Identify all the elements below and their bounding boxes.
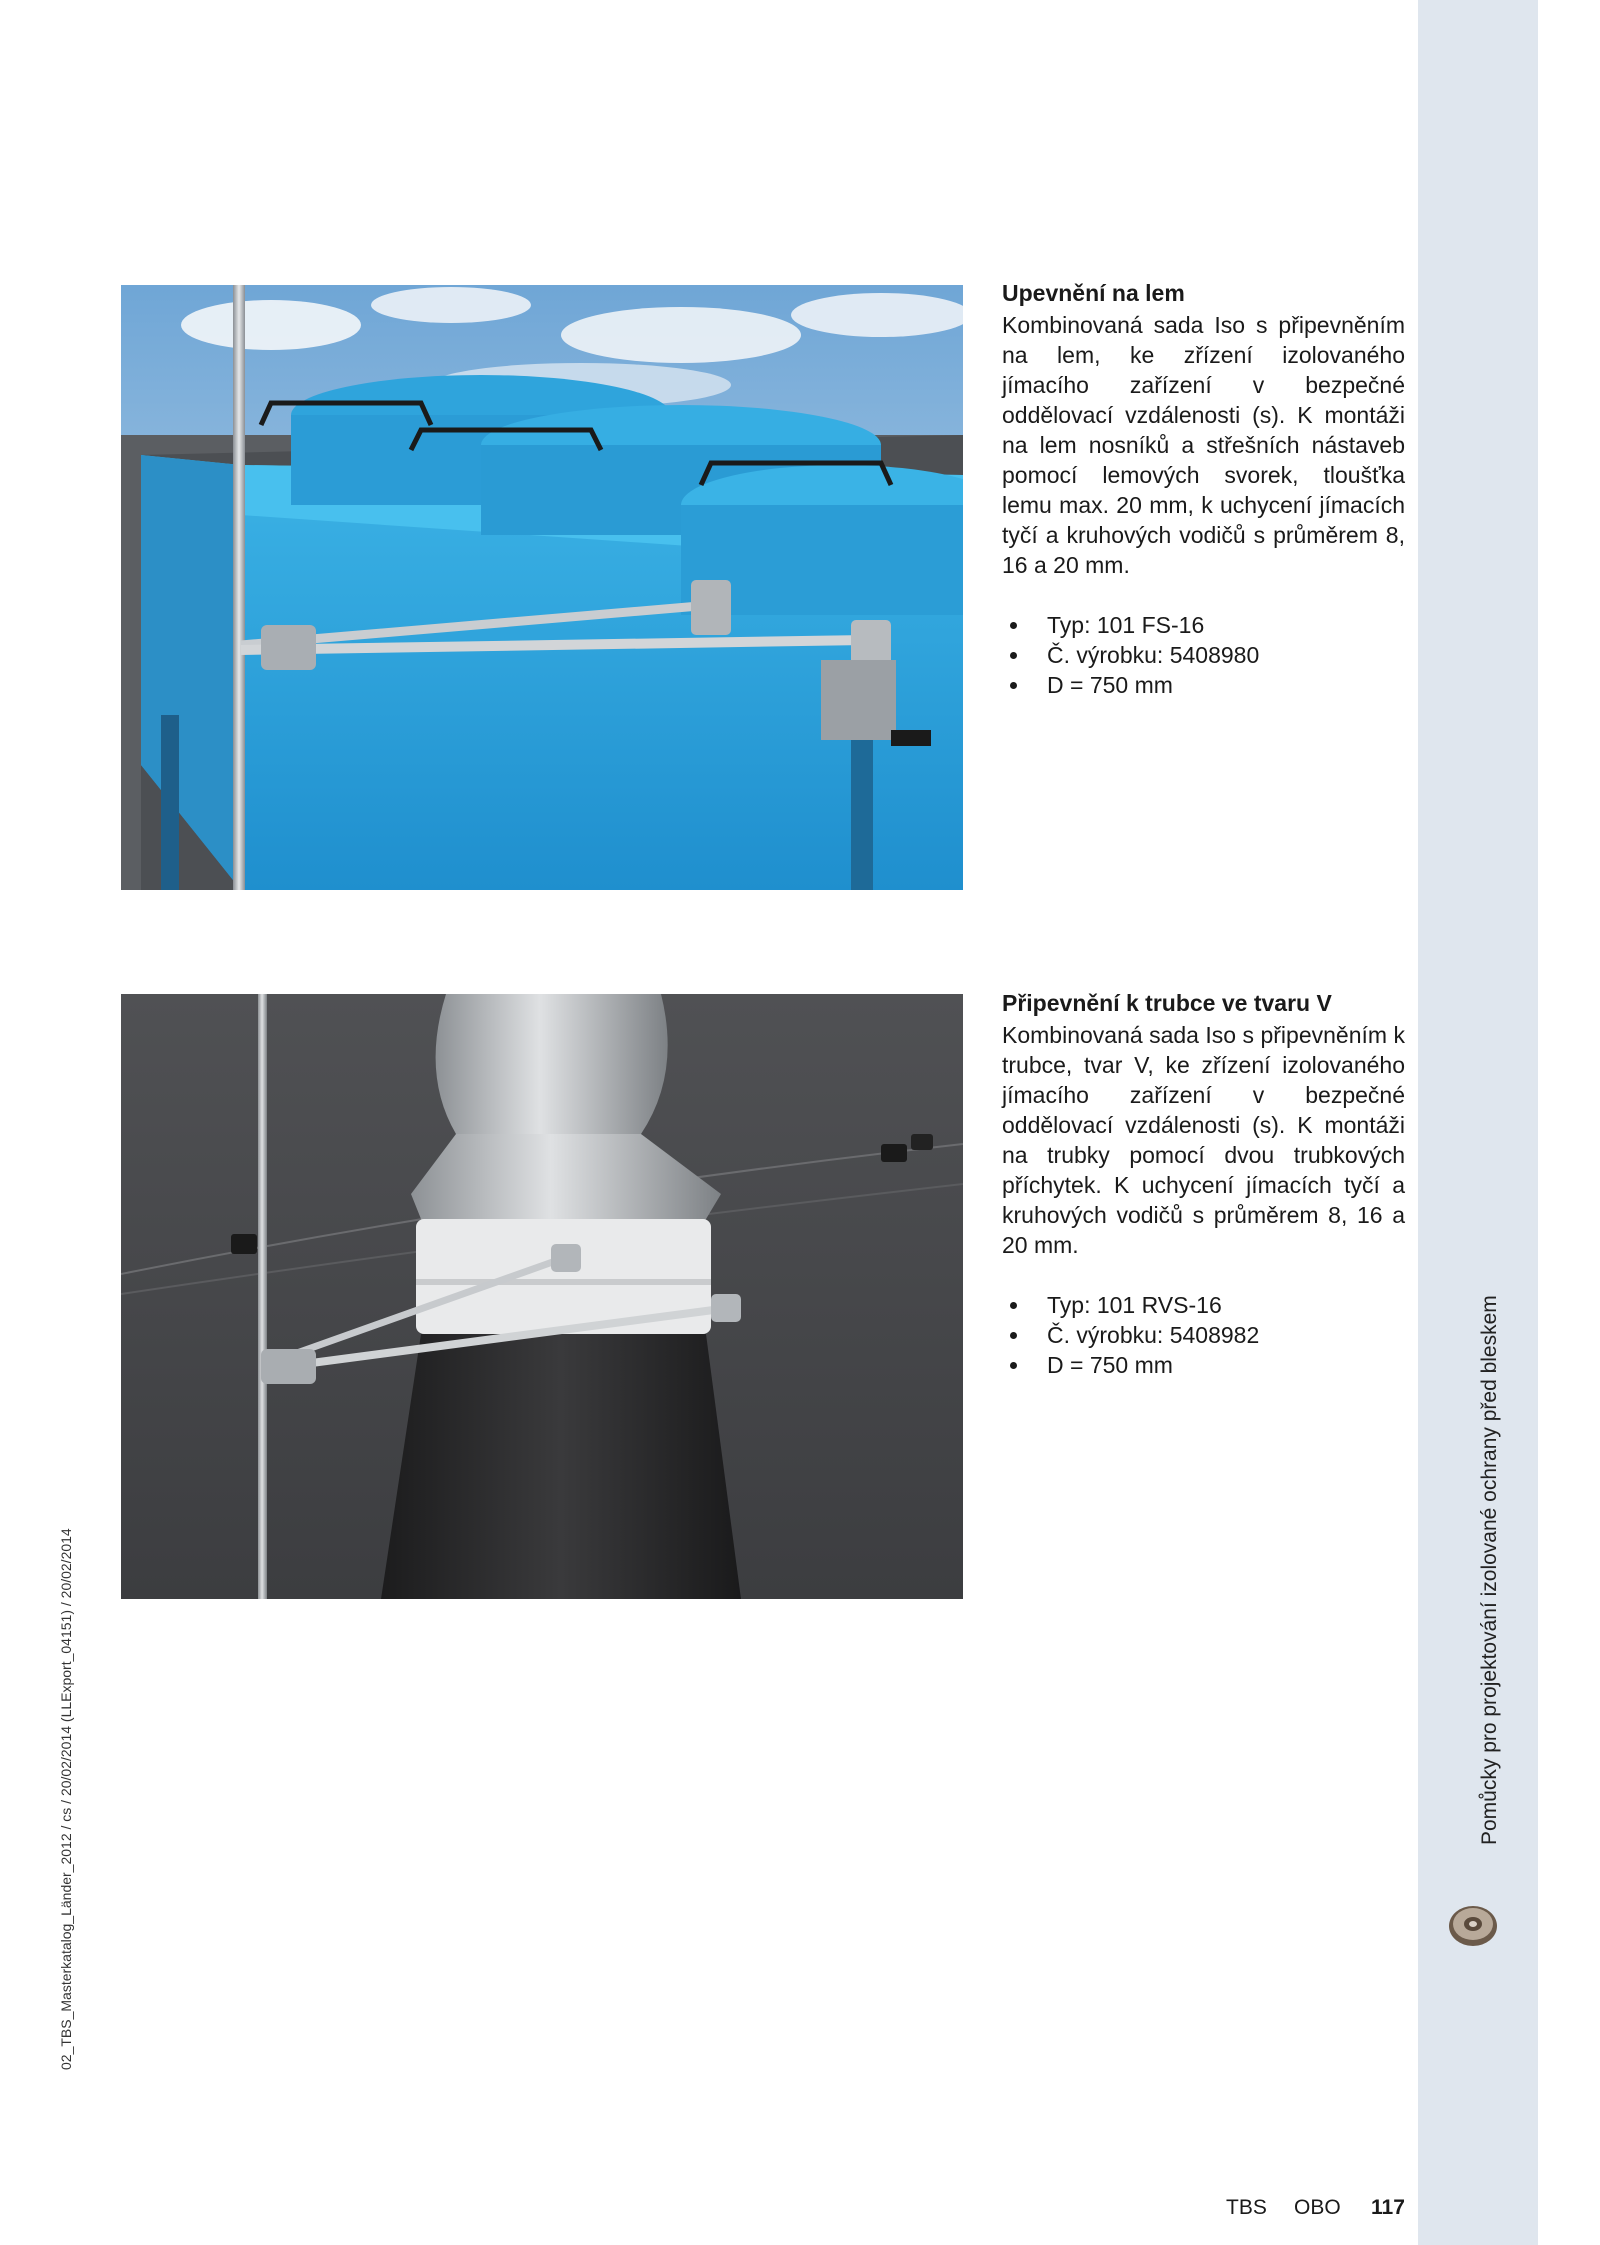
footer-brand-obo: OBO [1294,2196,1341,2219]
product-heading: Upevnění na lem [1002,280,1185,306]
spec-type: Typ: 101 FS-16 [1002,610,1405,640]
spec-type: Typ: 101 RVS-16 [1002,1290,1405,1320]
flange-mount-photo [121,285,963,890]
spec-article-number: Č. výrobku: 5408982 [1002,1320,1405,1350]
sidebar-section-title: Pomůcky pro projektování izolované ochrany před bleskem [1478,1295,1501,1845]
product-heading: Připevnění k trubce ve tvaru V [1002,990,1332,1016]
product-block-flange [1002,278,1405,700]
product-description: Kombinovaná sada Iso s připevněním na lem, ke zřízení izolovaného jímacího zařízení v bezpečné oddělovací vzdálenosti (s). K montáži na lem nosníků a střešních nástaveb pomocí lemových svorek, tloušťka lemu max. 20 mm, k uchycení jímacích tyčí a kruhových vodičů s průměrem 8, 16 a 20 mm. [1002,312,1405,578]
page-number: 117 [1371,2196,1405,2219]
spec-list [1002,610,1405,700]
spec-length: D = 750 mm [1002,1350,1405,1380]
product-block-pipe [1002,988,1405,1380]
spec-length: D = 750 mm [1002,670,1405,700]
print-file-reference: 02_TBS_Masterkatalog_Länder_2012 / cs / 20/02/2014 (LLExport_04151) / 20/02/2014 [58,1528,74,2070]
product-description: Kombinovaná sada Iso s připevněním k trubce, tvar V, ke zřízení izolovaného jímacího zařízení v bezpečné oddělovací vzdálenosti (s). K montáži na trubky pomocí dvou trubkových příchytek. K uchycení jímacích tyčí a kruhových vodičů s průměrem 8, 16 a 20 mm. [1002,1022,1405,1258]
pipe-v-mount-photo [121,994,963,1599]
footer-brand-tbs: TBS [1226,2196,1267,2219]
spec-list [1002,1290,1405,1380]
spec-article-number: Č. výrobku: 5408980 [1002,640,1405,670]
cable-reel-icon [1447,1900,1499,1950]
